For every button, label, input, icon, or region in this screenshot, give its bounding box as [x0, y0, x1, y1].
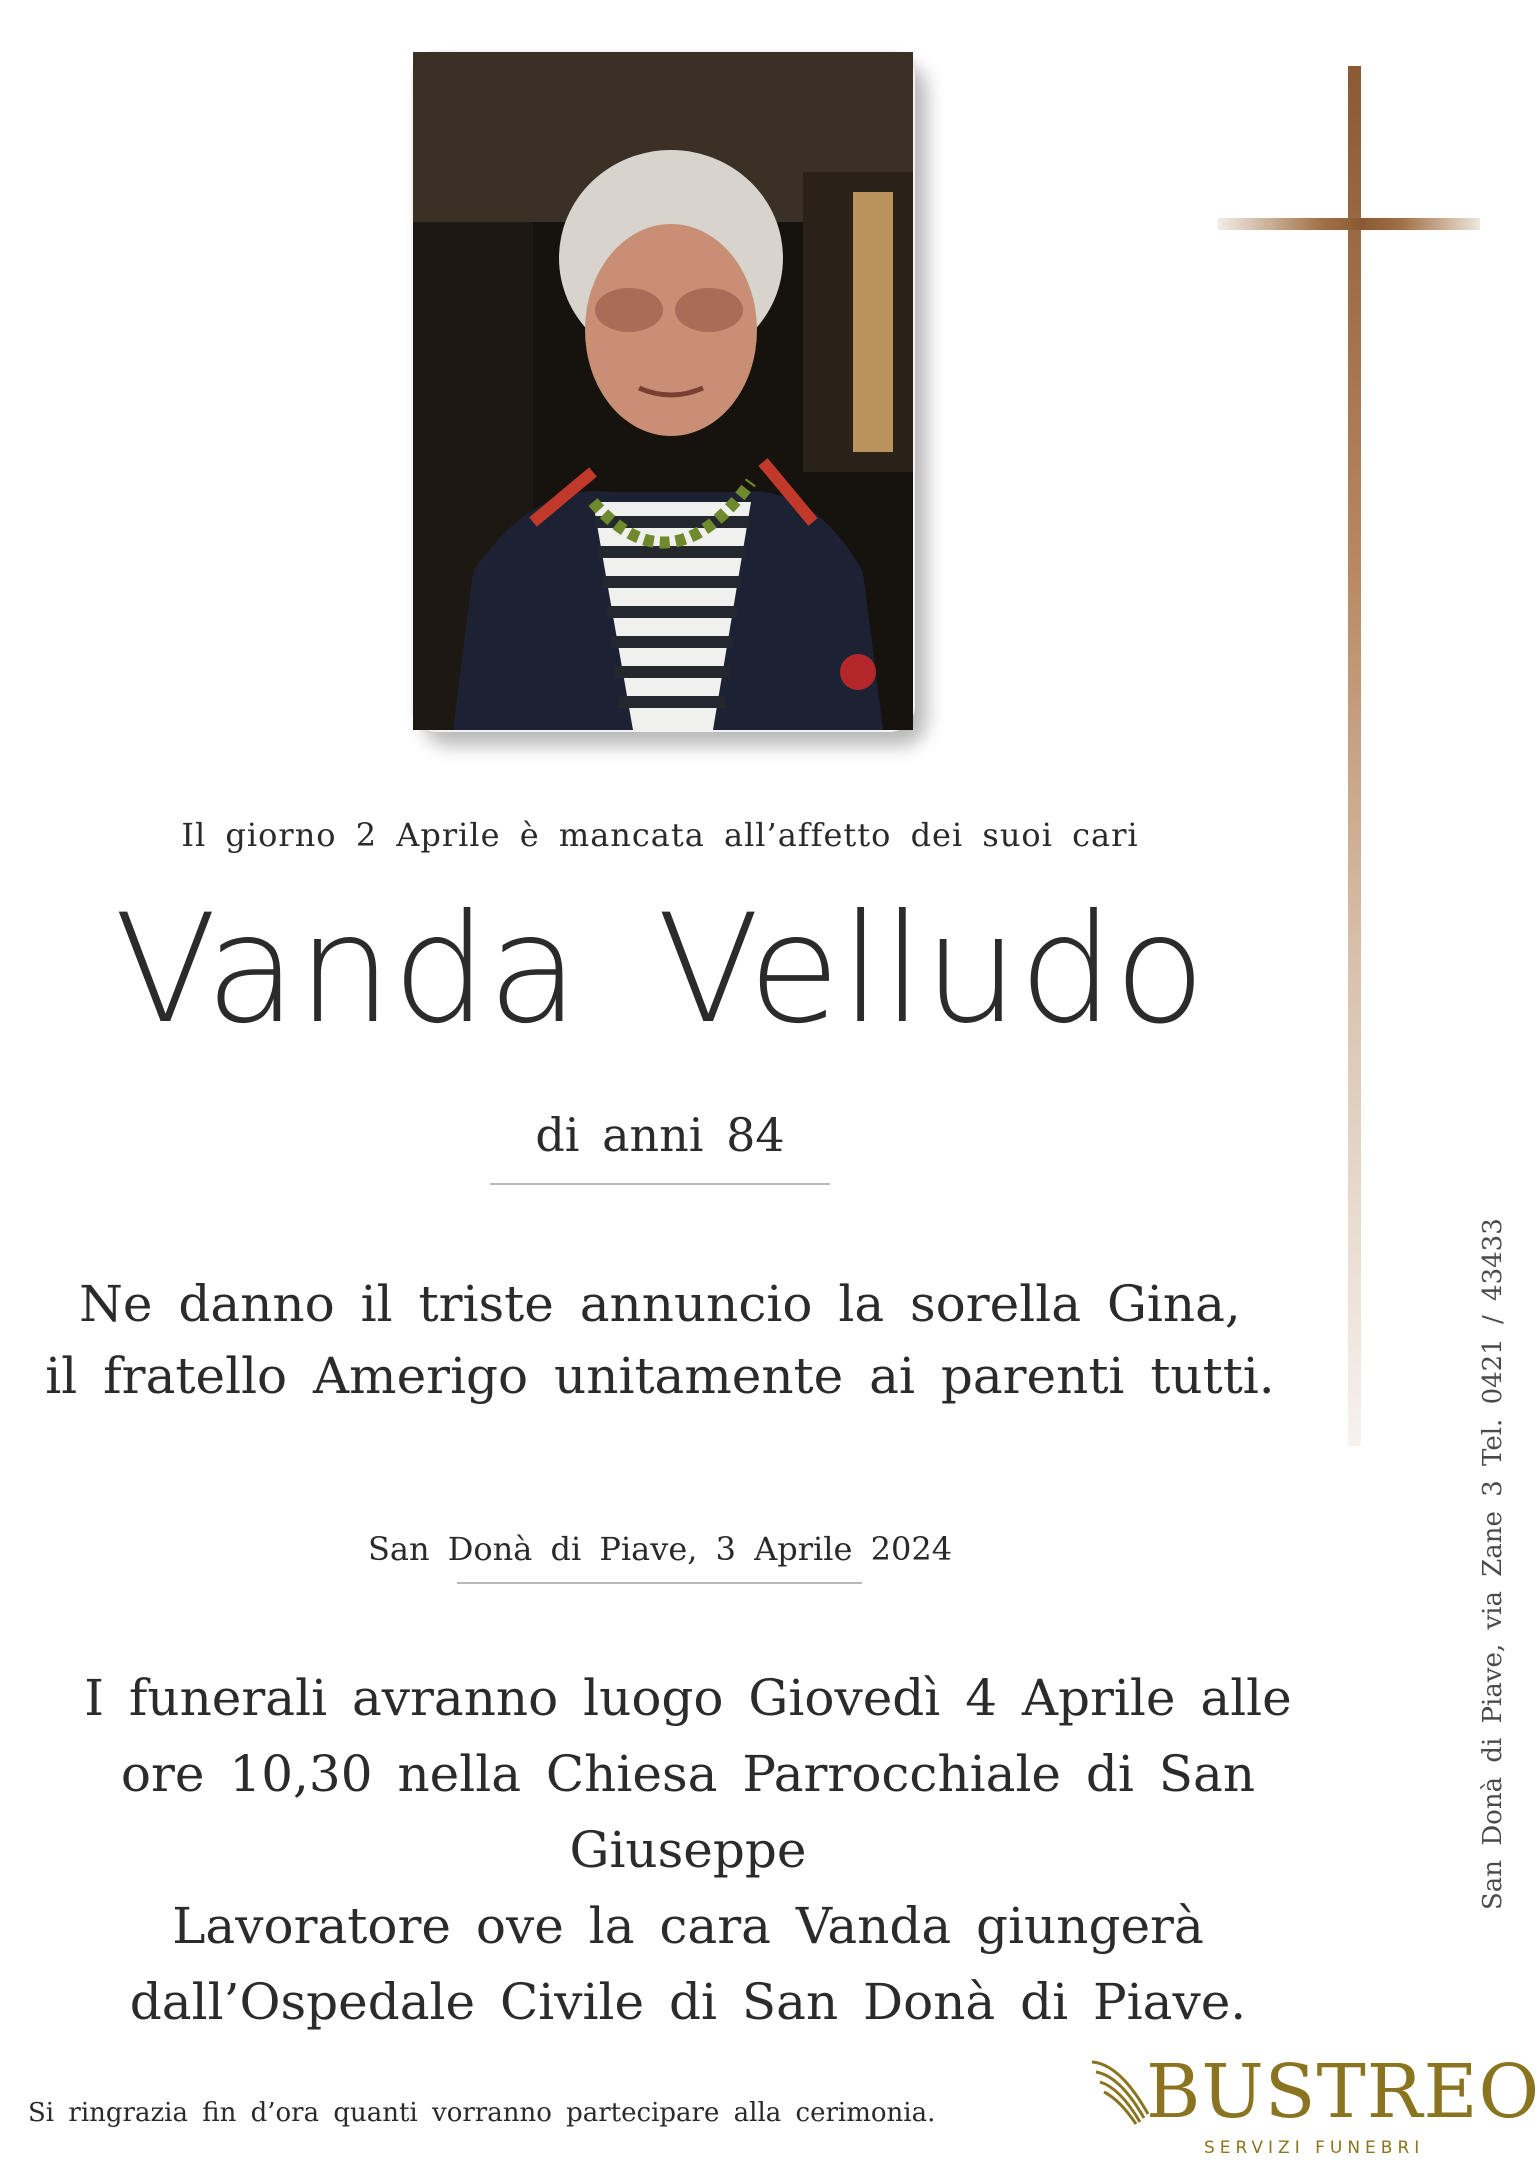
date-divider	[457, 1582, 862, 1584]
announcement	[0, 1268, 1320, 1412]
bustreo-logo	[1090, 2049, 1540, 2162]
place-date: San Donà di Piave, 3 Aprile 2024	[367, 1530, 953, 1568]
funeral-line: ore 10,30 nella Chiesa Parrocchiale di San Giuseppe	[120, 1745, 1256, 1879]
thanks-text: Si ringrazia fin d’ora quanti vorranno partecipare alla cerimonia.	[28, 2098, 936, 2128]
deceased-name: Vanda Velludo	[114, 883, 1206, 1057]
contact-info: San Donà di Piave, via Zane 3 Tel. 0421 / 43433	[1478, 1218, 1508, 1910]
logo-name: BUSTREO	[1146, 2049, 1540, 2135]
logo-subtitle: SERVIZI FUNEBRI	[1204, 2138, 1425, 2158]
cross-vertical-bar	[1348, 66, 1361, 1446]
funeral-line: I funerali avranno luogo Giovedì 4 Aprile alle	[84, 1669, 1292, 1727]
announcement-line: il fratello Amerigo unitamente ai parenti tutti.	[45, 1347, 1275, 1405]
funeral-line: Lavoratore ove la cara Vanda giungerà	[172, 1897, 1204, 1955]
portrait-image	[413, 52, 913, 730]
funeral-details	[0, 1660, 1376, 2040]
age-divider	[490, 1183, 830, 1185]
portrait-photo	[411, 50, 915, 732]
announcement-line: Ne danno il triste annuncio la sorella Gina,	[79, 1275, 1241, 1333]
wing-icon	[1090, 2054, 1152, 2126]
age-text: di anni 84	[535, 1108, 785, 1162]
intro-text: Il giorno 2 Aprile è mancata all’affetto dei suoi cari	[181, 816, 1139, 854]
funeral-line: dall’Ospedale Civile di San Donà di Piave.	[129, 1973, 1247, 2031]
cross-horizontal-bar	[1218, 218, 1480, 230]
